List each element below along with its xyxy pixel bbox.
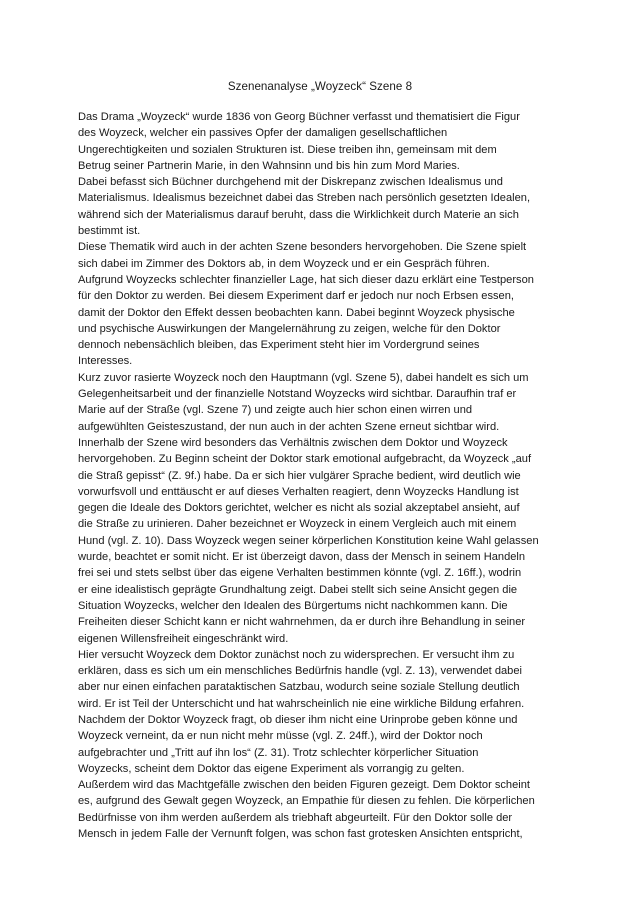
body-text-line: Betrug seiner Partnerin Marie, in den Wahnsinn und bis hin zum Mord Maries. <box>78 159 460 172</box>
body-text-line: aufgewühlten Geisteszustand, der nun auch in der achten Szene erneut sichtbar wird. <box>78 420 500 433</box>
body-text-line: frei sei und stets selbst über das eigene Verhalten bestimmen könnte (vgl. Z. 16ff.), wodrin <box>78 567 522 580</box>
body-text-line: dennoch nebensächlich bleiben, das Experiment steht hier im Vordergrund seines <box>78 339 480 352</box>
body-text-line: des Woyzeck, welcher ein passives Opfer der damaligen gesellschaftlichen <box>78 127 448 140</box>
body-text-line: die Straße zu urinieren. Daher bezeichnet er Woyzeck in einem Vergleich auch mit einem <box>78 518 517 531</box>
body-text-line: Woyzecks, scheint dem Doktor das eigene Experiment als vorrangig zu gelten. <box>78 762 465 775</box>
body-text-line: wird. Er ist Teil der Unterschicht und hat wahrscheinlich nie eine wirkliche Bildung erfahren. <box>78 697 525 710</box>
document-title: Szenenanalyse „Woyzeck“ Szene 8 <box>227 80 413 93</box>
body-text-line: Bedürfnisse von ihm werden außerdem als triebhaft abgeurteilt. Für den Doktor solle der <box>78 811 513 824</box>
body-text-line: Hier versucht Woyzeck dem Doktor zunächst noch zu widersprechen. Er versucht ihm zu <box>78 648 515 661</box>
body-text-line: Hund (vgl. Z. 10). Dass Woyzeck wegen seiner körperlichen Konstitution keine Wahl gelassen <box>78 534 539 547</box>
body-text-line: sich dabei im Zimmer des Doktors ab, in dem Woyzeck und er ein Gespräch führen. <box>78 257 490 270</box>
body-text-line: Freiheiten dieser Schicht kann er nicht wahrnehmen, da er durch ihre Behandlung in seiner <box>78 616 526 629</box>
body-text-line: Außerdem wird das Machtgefälle zwischen den beiden Figuren gezeigt. Dem Doktor scheint <box>78 779 530 792</box>
body-text-line: Gelegenheitsarbeit und der finanzielle Notstand Woyzecks wird sichtbar. Daraufhin traf er <box>78 388 517 401</box>
body-text-line: damit der Doktor den Effekt dessen beobachten kann. Dabei beginnt Woyzeck physische <box>78 306 515 319</box>
body-text-line: Dabei befasst sich Büchner durchgehend mit der Diskrepanz zwischen Idealismus und <box>78 176 503 189</box>
body-text-line: es, aufgrund des Gewalt gegen Woyzeck, an Empathie für diesen zu fehlen. Die körperlichen <box>78 795 535 808</box>
body-text-line: während sich der Materialismus darauf beruht, dass die Wirklichkeit durch Materie an sich <box>78 208 519 221</box>
body-text-line: Ungerechtigkeiten und sozialen Strukturen ist. Diese treiben ihn, gemeinsam mit dem <box>78 143 497 156</box>
body-text-line: bestimmt ist. <box>78 225 141 238</box>
body-text-line: Diese Thematik wird auch in der achten Szene besonders hervorgehoben. Die Szene spielt <box>78 241 527 254</box>
body-text-line: er eine idealistisch geprägte Grundhaltung zeigt. Dabei stellt sich seine Ansicht gegen die <box>78 583 518 596</box>
body-text-line: für den Doktor zu werden. Bei diesem Experiment darf er jedoch nur noch Erbsen essen, <box>78 290 514 303</box>
body-text-line: Innerhalb der Szene wird besonders das Verhältnis zwischen dem Doktor und Woyzeck <box>78 436 508 449</box>
body-text-line: Interesses. <box>78 355 133 368</box>
body-text-line: Materialismus. Idealismus bezeichnet dabei das Streben nach persönlich gesetzten Idealen, <box>78 192 531 205</box>
body-text-line: aber nur einen einfachen parataktischen Satzbau, wodurch seine soziale Stellung deutlich <box>78 681 520 694</box>
body-text-line: Woyzeck verneint, da er nun nicht mehr müsse (vgl. Z. 24ff.), wird der Doktor noch <box>78 730 483 743</box>
body-text-line: Nachdem der Doktor Woyzeck fragt, ob dieser ihm nicht eine Urinprobe geben könne und <box>78 713 518 726</box>
body-text-line: und psychische Auswirkungen der Mangelernährung zu zeigen, welche für den Doktor <box>78 322 501 335</box>
body-text-line: Mensch in jedem Falle der Vernunft folgen, was schon fast grotesken Ansichten entspricht, <box>78 828 523 841</box>
body-text-line: gegen die Ideale des Doktors gerichtet, welcher es nicht als sozial akzeptabel ansieht, auf <box>78 502 520 515</box>
body-text-line: vorwurfsvoll und enttäuscht er auf dieses Verhalten reagiert, denn Woyzecks Handlung ist <box>78 485 519 498</box>
body-text-line: erklären, dass es sich um ein menschliches Bedürfnis handle (vgl. Z. 13), verwendet dabei <box>78 665 522 678</box>
body-text-line: die Straß gepisst“ (Z. 9f.) habe. Da er sich hier vulgärer Sprache bedient, wird deutlich wie <box>78 469 521 482</box>
body-text-line: hervorgehoben. Zu Beginn scheint der Doktor stark emotional aufgebracht, da Woyzeck „auf <box>78 453 532 466</box>
document-body <box>78 109 568 842</box>
body-text-line: Aufgrund Woyzecks schlechter finanzieller Lage, hat sich dieser dazu erklärt eine Testperson <box>78 273 534 286</box>
body-text-line: eigenen Willensfreiheit eingeschränkt wird. <box>78 632 289 645</box>
body-text-line: Das Drama „Woyzeck“ wurde 1836 von Georg Büchner verfasst und thematisiert die Figur <box>78 111 520 123</box>
body-text-line: Marie auf der Straße (vgl. Szene 7) und zeigte auch hier schon einen wirren und <box>78 404 473 417</box>
body-text-line: Kurz zuvor rasierte Woyzeck noch den Hauptmann (vgl. Szene 5), dabei handelt es sich um <box>78 371 529 384</box>
body-text-line: wurde, beachtet er somit nicht. Er ist überzeigt davon, dass der Mensch in seinem Handeln <box>78 551 526 564</box>
body-text-line: Situation Woyzecks, welcher den Idealen des Bürgertums nicht nachkommen kann. Die <box>78 599 508 612</box>
body-text-line: aufgebrachter und „Tritt auf ihn los“ (Z. 31). Trotz schlechter körperlicher Situation <box>78 746 479 759</box>
